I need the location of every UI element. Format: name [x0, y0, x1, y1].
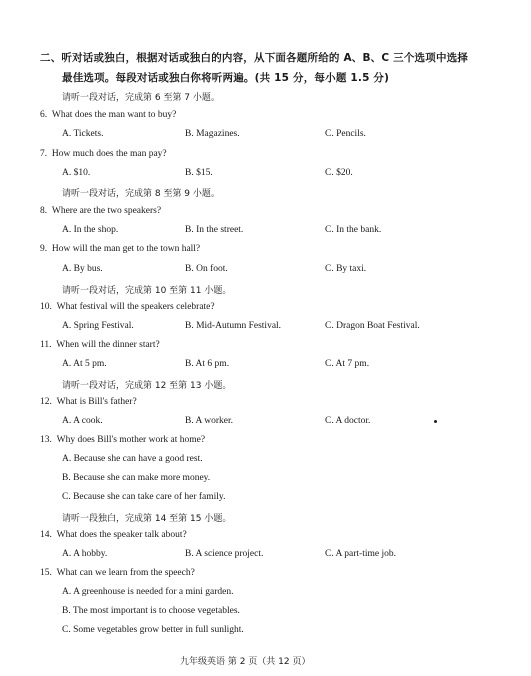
group-instruction: 请听一段对话，完成第 12 至第 13 小题。: [62, 381, 232, 391]
option-a: A. In the shop.: [62, 225, 119, 235]
option-a: A. $10.: [62, 168, 91, 178]
section-title-line1: 二、听对话或独白，根据对话或独白的内容，从下面各题所给的 A、B、C 三个选项中选择: [40, 52, 469, 64]
option-c: C. Because she can take care of her family.: [62, 492, 226, 502]
question-number: 13.: [40, 435, 52, 445]
option-c: C. A doctor.: [325, 416, 371, 426]
option-c: C. By taxi.: [325, 264, 367, 274]
option-b: B. In the street.: [185, 225, 244, 235]
option-b: B. Mid-Autumn Festival.: [185, 321, 282, 331]
question-number: 15.: [40, 568, 52, 578]
option-c: C. At 7 pm.: [325, 359, 370, 369]
question-text: [40, 110, 176, 120]
group-instruction: 请听一段对话，完成第 8 至第 9 小题。: [62, 189, 220, 199]
question-text: [40, 530, 187, 540]
option-b: B. The most important is to choose vegetables.: [62, 606, 240, 616]
question-number: 7.: [40, 149, 48, 159]
option-c: C. Some vegetables grow better in full sunlight.: [62, 625, 244, 635]
question-stem: What does the man want to buy?: [51, 110, 177, 120]
question-number: 8.: [40, 206, 48, 216]
option-a: A. A hobby.: [62, 549, 108, 559]
question-text: [40, 149, 167, 159]
question-stem: What is Bill's father?: [56, 397, 137, 407]
question-text: [40, 435, 205, 445]
question-text: [40, 340, 160, 350]
question-stem: What does the speaker talk about?: [56, 530, 187, 540]
option-b: B. A science project.: [185, 549, 264, 559]
option-b: B. On foot.: [185, 264, 228, 274]
option-c: C. Dragon Boat Festival.: [325, 321, 420, 331]
group-instruction: 请听一段对话，完成第 6 至第 7 小题。: [62, 93, 220, 103]
question-text: [40, 244, 200, 254]
option-a: A. A cook.: [62, 416, 103, 426]
option-c: C. A part-time job.: [325, 549, 396, 559]
question-number: 14.: [40, 530, 52, 540]
question-number: 6.: [40, 110, 48, 120]
question-text: [40, 568, 195, 578]
group-instruction: 请听一段对话，完成第 10 至第 11 小题。: [62, 286, 232, 296]
question-stem: What can we learn from the speech?: [56, 568, 195, 578]
option-a: A. By bus.: [62, 264, 103, 274]
question-stem: How will the man get to the town hall?: [51, 244, 201, 254]
question-text: [40, 302, 215, 312]
question-stem: When will the dinner start?: [56, 340, 160, 350]
option-b: B. Magazines.: [185, 129, 240, 139]
question-stem: What festival will the speakers celebrate?: [56, 302, 215, 312]
option-a: A. A greenhouse is needed for a mini garden.: [62, 587, 234, 597]
group-instruction: 请听一段独白，完成第 14 至第 15 小题。: [62, 514, 232, 524]
option-c: C. Pencils.: [325, 129, 366, 139]
option-a: A. Spring Festival.: [62, 321, 134, 331]
question-number: 9.: [40, 244, 48, 254]
question-text: [40, 397, 137, 407]
option-b: B. $15.: [185, 168, 213, 178]
option-a: A. Tickets.: [62, 129, 104, 139]
question-text: [40, 206, 161, 216]
option-b: B. Because she can make more money.: [62, 473, 211, 483]
question-number: 10.: [40, 302, 52, 312]
stray-mark: [434, 420, 437, 423]
option-c: C. In the bank.: [325, 225, 382, 235]
page-footer: 九年级英语 第 2 页（共 12 页）: [180, 657, 311, 667]
question-number: 12.: [40, 397, 52, 407]
option-c: C. $20.: [325, 168, 353, 178]
section-title-line2: 最佳选项。每段对话或独白你将听两遍。(共 15 分，每小题 1.5 分): [62, 72, 390, 84]
question-stem: Where are the two speakers?: [51, 206, 162, 216]
question-stem: How much does the man pay?: [51, 149, 167, 159]
option-b: B. At 6 pm.: [185, 359, 230, 369]
question-number: 11.: [40, 340, 52, 350]
option-a: A. Because she can have a good rest.: [62, 454, 203, 464]
question-stem: Why does Bill's mother work at home?: [56, 435, 206, 445]
option-a: A. At 5 pm.: [62, 359, 107, 369]
option-b: B. A worker.: [185, 416, 234, 426]
